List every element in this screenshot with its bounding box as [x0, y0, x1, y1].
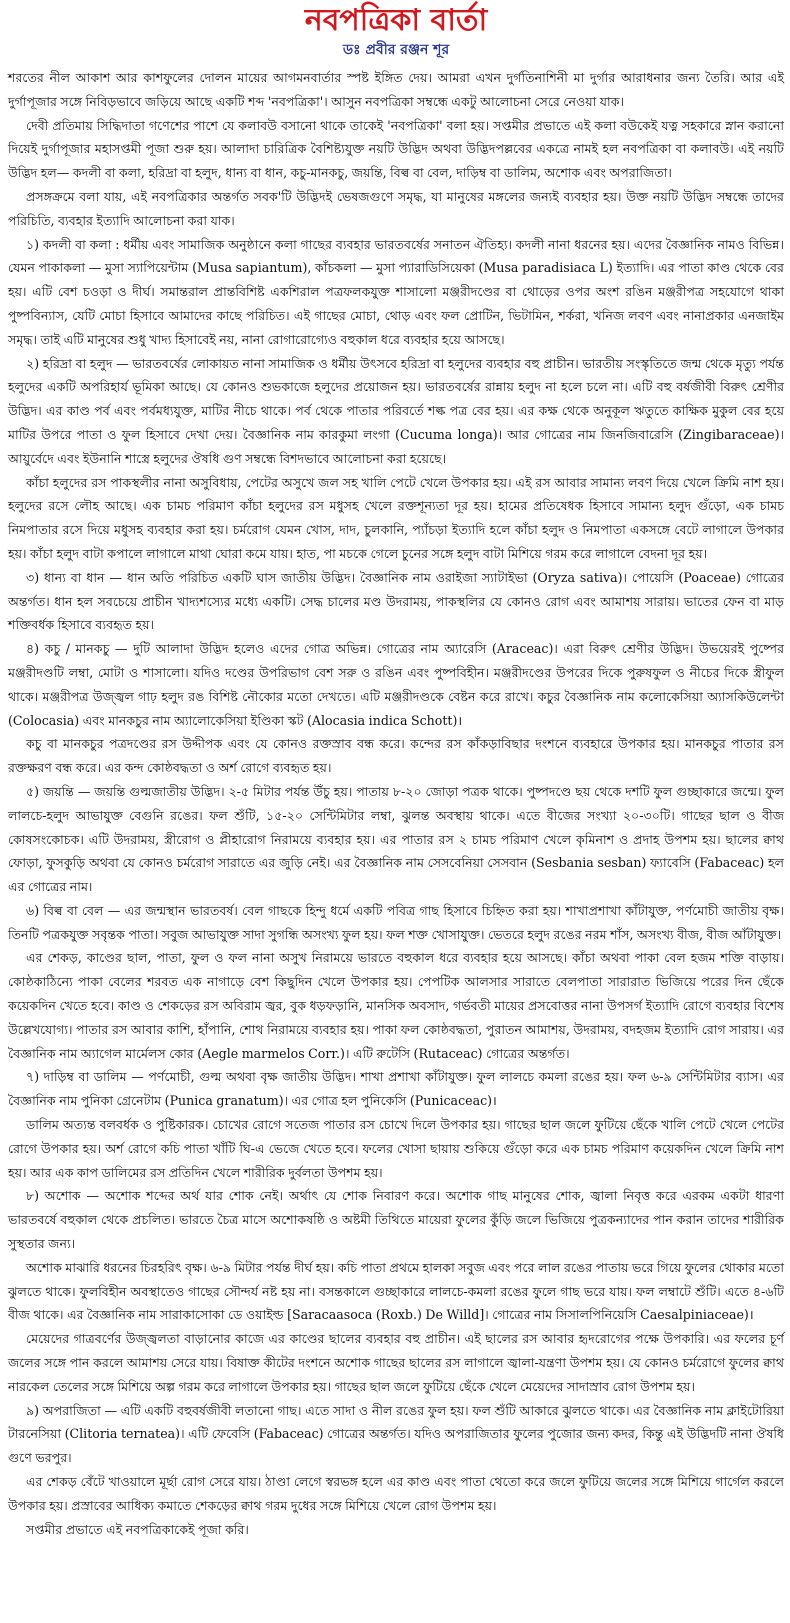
paragraph-taro: ৪) কচু / মানকচু — দুটি আলাদা উদ্ভিদ হলেও এদের গোত্র অভিন্ন। গোত্রের নাম অ্যারেসি (Araceac)। এরা বিরুৎ শ্রেণীর উদ্ভিদ। উভয়েরই পুষ্পের মঞ্জরীদণ্ডটি লম্বা, মোটা ও শাসালো। যদিও দণ্ডের উপরিভাগ বেশ সরু ও রঙিন এবং পুষ্পবিহীন। মঞ্জরীদণ্ডের উপরের দিকে পুরুষফুল ও নীচের দিকে স্ত্রীফুল থাকে। মঞ্জরীপত্র উজ্জ্বল গাঢ় হলুদ রঙ বিশিষ্ট নৌকোর মতো দেখতে। এটি মঞ্জরীদণ্ডকে বেষ্টন করে রাখে। কচুর বৈজ্ঞানিক নাম কলোকেসিয়া অ্যাসকিউলেন্টা (Colocasia) এবং মানকচুর নাম অ্যালোকেসিয়া ইণ্ডিকা স্কট (Alocasia indica Schott)। — [8, 641, 784, 728]
article-author: ডঃ প্রবীর রঞ্জন শূর — [342, 42, 450, 58]
paragraph-nabapatrika: দেবী প্রতিমায় সিদ্ধিদাতা গণেশের পাশে যে কলাবউ বসানো থাকে তাকেই 'নবপত্রিকা' বলা হয়। সপ্তমীর প্রভাতে এই কলা বউকেই যত্ন সহকারে স্নান করানো দিয়েই দুর্গাপূজার মহাসপ্তমী পূজা শুরু হয়। আলাদা চারিত্রিক বৈশিষ্ট্যযুক্ত নয়টি উদ্ভিদ অথবা উদ্ভিদপল্লবের একত্রে নামই হল নবপত্রিকা বা কলাবউ। এই নয়টি উদ্ভিদ হল— কদলী বা কলা, হরিদ্রা বা হলুদ, ধান্য বা ধান, কচু-মানকচু, জয়ন্তি, বিল্ব বা বেল, দাড়িম্ব বা ডালিম, অশোক এবং অপরাজিতা। — [8, 117, 784, 181]
paragraph-pomegranate: ৭) দাড়িম্ব বা ডালিম — পর্ণমোচী, গুল্ম অথবা বৃক্ষ জাতীয় উদ্ভিদ। শাখা প্রশাখা কাঁটাযুক্ত। ফুল লালচে কমলা রঙের হয়। ফল ৬-৯ সেন্টিমিটার ব্যাস। এর বৈজ্ঞানিক নাম পুনিকা গ্রেনেটাম (Punica granatum)। এর গোত্র হল পুনিকেসি (Punicaceac)। — [8, 1069, 784, 1109]
paragraph-jayanti: ৫) জয়ন্তি — জয়ন্তি গুল্মজাতীয় উদ্ভিদ। ২-৫ মিটার পর্যন্ত উঁচু হয়। পাতায় ৮-২০ জোড়া পত্রক থাকে। পুষ্পদণ্ডে ছয় থেকে দশটি ফুল গুচ্ছাকারে জন্মে। ফুল লালচে-হলুদ আভাযুক্ত বেগুনি রঙের। ফল শুঁটি, ১৫-২০ সেন্টিমিটার লম্বা, ঝুলন্ত অবস্থায় থাকে। এতে বীজের সংখ্যা ২০-৩০টি। গাছের ছাল ও বীজ কোষসংকোচক। এটি উদরাময়, স্ত্রীরোগ ও প্লীহারোগ নিরাময়ে ব্যবহার হয়। এর পাতার রস ২ চামচ পরিমাণ খেলে কৃমিনাশ ও প্রদাহ উপশম হয়। ছালের ক্বাথ ফোড়া, ফুসকুড়ি অথবা যে কোনও চর্মরোগ সারাতে এর জুড়ি নেই। এর বৈজ্ঞানিক নাম সেসবেনিয়া সেসবান (Sesbania sesban) ফ্যাবেসি (Fabaceac) হল এর গোত্রের নাম। — [8, 783, 784, 895]
paragraph-intro: শরতের নীল আকাশ আর কাশফুলের দোলন মায়ের আগমনবার্তার স্পষ্ট ইঙ্গিত দেয়। আমরা এখন দুর্গতিনাশিনী মা দুর্গার আরাধনার জন্য তৈরি। আর এই দুর্গাপূজার সঙ্গে নিবিড়ভাবে জড়িয়ে আছে একটি শব্দ 'নবপত্রিকা'। আসুন নবপত্রিকা সম্বন্ধে একটু আলোচনা সেরে নেওয়া যাক। — [8, 70, 784, 109]
paragraph-ashoka-uses: মেয়েদের গাত্রবর্ণের উজ্জ্বলতা বাড়ানোর কাজে এর কাণ্ডের ছালের ব্যবহার বহু প্রাচীন। এই ছালের রস আবার হৃদরোগের পক্ষে উপকারি। এর ফলের চূর্ণ জলের সঙ্গে পান করলে আমাশয় সেরে যায়। বিষাক্ত কীটের দংশনে অশোক গাছের ছালের রস লাগালে জ্বালা-যন্ত্রণা উপশম হয়। যে কোনও চর্মরোগে ফুলের ক্বাথ নারকেল তেলের সঙ্গে মিশিয়ে অল্প গরম করে লাগালে উপকার হয়। গাছের ছাল জলে ফুটিয়ে ছেঁকে খেলে মেয়েদের সাদাস্রাব রোগ উপশম হয়। — [8, 1331, 784, 1394]
paragraph-paddy: ৩) ধান্য বা ধান — ধান অতি পরিচিত একটি ঘাস জাতীয় উদ্ভিদ। বৈজ্ঞানিক নাম ওরাইজা স্যাটাইভা (Oryza sativa)। পোয়েসি (Poaceae) গোত্রের অন্তর্গত। ধান হল সবচেয়ে প্রাচীন খাদ্যশস্যের মধ্যে একটি। সেদ্ধ চালের মণ্ড উদরাময়, পাকস্থলির যে কোনও রোগ এবং আমাশয় সারায়। ভাতের ফেন বা মাড় শক্তিবর্ধক হিসাবে ব্যবহৃত হয়। — [8, 569, 784, 633]
paragraph-taro-uses: কচু বা মানকচুর পত্রদণ্ডের রস উদ্দীপক এবং যে কোনও রক্তস্রাব বন্ধ করে। কন্দের রস কাঁকড়াবিছার দংশনে ব্যবহারে উপকার হয়। মানকচুর পাতার রস রক্তক্ষরণ বন্ধ করে। এর কন্দ কোষ্ঠবদ্ধতা ও অর্শ রোগে ব্যবহৃত হয়। — [8, 736, 784, 776]
paragraph-context: প্রসঙ্গক্রমে বলা যায়, এই নবপত্রিকার অন্তর্গত সবক'টি উদ্ভিদই ভেষজগুণে সমৃদ্ধ, যা মানুষের মঙ্গলের জন্যই ব্যবহার হয়। উক্ত নয়টি উদ্ভিদ সম্বন্ধে তাদের পরিচিতি, ব্যবহার ইত্যাদি আলোচনা করা যাক। — [8, 188, 784, 228]
paragraph-pomegranate-uses: ডালিম অত্যন্ত বলবর্ধক ও পুষ্টিকারক। চোখের রোগে সতেজ পাতার রস চোখে দিলে উপকার হয়। গাছের ছাল জলে ফুটিয়ে ছেঁকে খালি পেটে খেলে পেটের রোগে উপকার হয়। অর্শ রোগে কচি পাতা খাঁটি ঘি-এ ভেজে খেতে হবে। ফলের খোসা ছায়ায় শুকিয়ে গুঁড়ো করে এক চামচ পরিমাণ কয়েকদিন খেলে ক্রিমি নাশ হয়। আর এক কাপ ডালিমের রস প্রতিদিন খেলে শারীরিক দুর্বলতা উপশম হয়। — [8, 1117, 784, 1180]
paragraph-aparajita-uses: এর শেকড় বেঁটে খাওয়ালে মূর্ছা রোগ সেরে যায়। ঠাণ্ডা লেগে স্বরভঙ্গ হলে এর কাণ্ড এবং পাতা থেতো করে জলে ফুটিয়ে জলের সঙ্গে মিশিয়ে গার্গেল করলে উপকার হয়। প্রস্রাবের আধিক্য কমাতে শেকড়ের ক্বাথ গরম দুধের সঙ্গে মিশিয়ে খেলে রোগ উপশম হয়। — [8, 1474, 784, 1513]
paragraph-bael-uses: এর শেকড়, কাণ্ডের ছাল, পাতা, ফুল ও ফল নানা অসুখ নিরাময়ে ভারতে বহুকাল ধরে ব্যবহার হয়ে আসছে। কাঁচা অথবা পাকা বেল হজম শক্তি বাড়ায়। কোষ্ঠকাঠিন্যে পাকা বেলের শরবত এক নাগাড়ে বেশ কিছুদিন খেলে উপকার হয়। পেপটিক আলসার সারাতে বেলপাতা সারারাত ভিজিয়ে পরের দিন ছেঁকে কয়েকদিন খেতে হবে। কাণ্ড ও শেকড়ের রস অবিরাম জ্বর, বুক ধড়ফড়ানি, মানসিক অবসাদ, গর্ভবতী মায়ের প্রসবোত্তর নানা উপসর্গ ইত্যাদি রোগে ব্যবহার বিশেষ উল্লেখযোগ্য। পাতার রস আবার কাশি, হাঁপানি, শোথ নিরাময়ে ব্যবহার হয়। পাকা ফল কোষ্ঠবদ্ধতা, পুরাতন আমাশয়, উদরাময়, বদহজম ইত্যাদি রোগ সারায়। এর বৈজ্ঞানিক নাম অ্যাগেল মার্মেলস কোর (Aegle marmelos Corr.)। এটি রুটেসি (Rutaceac) গোত্রের অন্তর্গত। — [8, 950, 784, 1061]
paragraph-turmeric-uses: কাঁচা হলুদের রস পাকস্থলীর নানা অসুবিধায়, পেটের অসুখে জল সহ খালি পেটে খেলে উপকার হয়। এই রস আবার সামান্য লবণ দিয়ে খেলে ক্রিমি নাশ হয়। হলুদের রসে লৌহ আছে। এক চামচ পরিমাণ কাঁচা হলুদের রস মধুসহ খেলে রক্তশূন্যতা দূর হয়। হামের প্রতিষেধক হিসাবে সামান্য হলুদ গুঁড়ো, এক চামচ নিমপাতার রসে দিয়ে মধুসহ ব্যবহার করা হয়। চর্মরোগ যেমন খোস, দাদ, চুলকানি, প্যাঁচড়া ইত্যাদি হলে কাঁচা হলুদ ও নিমপাতা একসঙ্গে বেটে লাগালে উপকার হয়। কাঁচা হলুদ বাটা কপালে লাগালে মাথা ঘোরা কমে যায়। হাত, পা মচকে গেলে চুনের সঙ্গে হলুদ বাটা মিশিয়ে গরম করে লাগালে বেদনা দূর হয়। — [8, 474, 784, 561]
paragraph-turmeric: ২) হরিদ্রা বা হলুদ — ভারতবর্ষের লোকায়ত নানা সামাজিক ও ধর্মীয় উৎসবে হরিদ্রা বা হলুদের ব্যবহার বহু প্রাচীন। ভারতীয় সংস্কৃতিতে জন্ম থেকে মৃত্যু পর্যন্ত হলুদের একটি অপরিহার্য ভূমিকা আছে। যে কোনও শুভকাজে হলুদের প্রয়োজন হয়। ভারতবর্ষের রান্নায় হলুদ না হলে চলে না। এটি বহু বর্ষজীবী বিরুৎ শ্রেণীর উদ্ভিদ। এর কাণ্ড পর্ব এবং পর্বমধ্যযুক্ত, মাটির নীচে থাকে। পর্ব থেকে পাতার পরিবর্তে শল্ক পত্র বের হয়। এর কক্ষ থেকে অনুকূল ঋতুতে কাক্ষিক মুকুল বের হয়ে মাটির উপরে পাতা ও ফুল হিসাবে দেখা দেয়। বৈজ্ঞানিক নাম কারকুমা লংগা (Cucuma longa)। আর গোত্রের নাম জিনজিবারেসি (Zingibaraceae)। আয়ুর্বেদে এবং ইউনানি শাস্ত্রে হলুদের ঔষধি গুণ সম্বন্ধে বিশদভাবে আলোচনা করা হয়েছে। — [8, 355, 784, 466]
article-body — [8, 66, 784, 1541]
paragraph-bael: ৬) বিল্ব বা বেল — এর জন্মস্থান ভারতবর্ষ। বেল গাছকে হিন্দু ধর্মে একটি পবিত্র গাছ হিসাবে চিহ্নিত করা হয়। শাখাপ্রশাখা কাঁটাযুক্ত, পর্ণমোচী জাতীয় বৃক্ষ। তিনটি পত্রকযুক্ত সবৃন্তক পাতা। সবুজ আভাযুক্ত সাদা সুগন্ধি অসংখ্য ফুল হয়। ফল শক্ত খোসাযুক্ত। ভেতরে হলুদ রঙের নরম শাঁস, অসংখ্য বীজ, বীজ আঁটাযুক্ত। — [8, 902, 784, 942]
paragraph-ashoka: ৮) অশোক — অশোক শব্দের অর্থ যার শোক নেই। অর্থাৎ যে শোক নিবারণ করে। অশোক গাছ মানুষের শোক, জ্বালা নিবৃত্ত করে এরকম একটা ধারণা ভারতবর্ষে বহুকাল থেকে প্রচলিত। ভারতে চৈত্র মাসে অশোকষষ্ঠি ও অষ্টমী তিথিতে মায়েরা ফুলের কুঁড়ি জলে ভিজিয়ে পুত্রকন্যাদের পান করান তাদের শারীরিক সুস্থতার জন্য। — [8, 1188, 784, 1252]
paragraph-closing: সপ্তমীর প্রভাতে এই নবপত্রিকাকেই পূজা করি। — [26, 1521, 249, 1537]
paragraph-banana: ১) কদলী বা কলা : ধর্মীয় এবং সামাজিক অনুষ্ঠানে কলা গাছের ব্যবহার ভারতবর্ষের সনাতন ঐতিহ্য। কদলী নানা ধরনের হয়। এদের বৈজ্ঞানিক নামও বিভিন্ন। যেমন পাকাকলা — মুসা স্যাপিয়েন্টাম (Musa sapiantum), কাঁচকলা — মুসা প্যারাডিসিয়েকা (Musa paradisiaca L) ইত্যাদি। এর পাতা কাণ্ড থেকে বের হয়। এটি বেশ চওড়া ও দীর্ঘ। সমান্তরাল প্রান্তবিশিষ্ট একশিরাল পত্রফলকযুক্ত শাসালো মঞ্জরীদণ্ডের বা থোড়ের ওপর অংশ রঙিন মঞ্জরীপত্র সহযোগে থাকা পুষ্পবিন্যাস, যেটি মোচা হিসাবে আমাদের কাছে পরিচিত। এই গাছের মোচা, থোড় এবং ফল প্রোটিন, ভিটামিন, শর্করা, খনিজ লবণ এবং নানাপ্রকার এনজাইম সমৃদ্ধ। তাই এটি মানুষের শুধু খাদ্য হিসাবেই নয়, নানা রোগারোগ্যেও বহুকাল ধরে ব্যবহার হয়ে আসছে। — [8, 236, 784, 347]
article-title: নবপত্রিকা বার্তা — [304, 3, 488, 38]
paragraph-ashoka-description: অশোক মাঝারি ধরনের চিরহরিৎ বৃক্ষ। ৬-৯ মিটার পর্যন্ত দীর্ঘ হয়। কচি পাতা প্রথমে হালকা সবুজ এবং পরে লাল রঙের পাতায় ভরে গিয়ে ফুলের থোকার মতো ঝুলতে থাকে। ফুলবিহীন অবস্থাতেও গাছের সৌন্দর্য নষ্ট হয় না। বসন্তকালে গুচ্ছাকারে লালচে-কমলা রঙের ফুলে গাছ ভরে যায়। ফল লম্বাটে শুঁটি। এতে ৪-৬টি বীজ থাকে। এর বৈজ্ঞানিক নাম সারাকাসোকা ডে ওয়াইল্ড [Saracaasoca (Roxb.) De Willd]। গোত্রের নাম সিসালপিনিয়েসি Caesalpiniaceae)। — [8, 1259, 784, 1323]
paragraph-aparajita: ৯) অপরাজিতা — এটি একটি বহুবর্ষজীবী লতানো গাছ। এতে সাদা ও নীল রঙের ফুল হয়। ফল শুঁটি আকারে ঝুলতে থাকে। এর বৈজ্ঞানিক নাম ক্লাইটোরিয়া টারনেসিয়া (Clitoria ternatea)। এটি ফেবেসি (Fabaceac) গোত্রের অন্তর্গত। যদিও অপরাজিতার ফুলের পুজোর জন্য কদর, কিন্তু এই উদ্ভিদটি নানা ঔষধি গুণে ভরপুর। — [8, 1402, 784, 1466]
